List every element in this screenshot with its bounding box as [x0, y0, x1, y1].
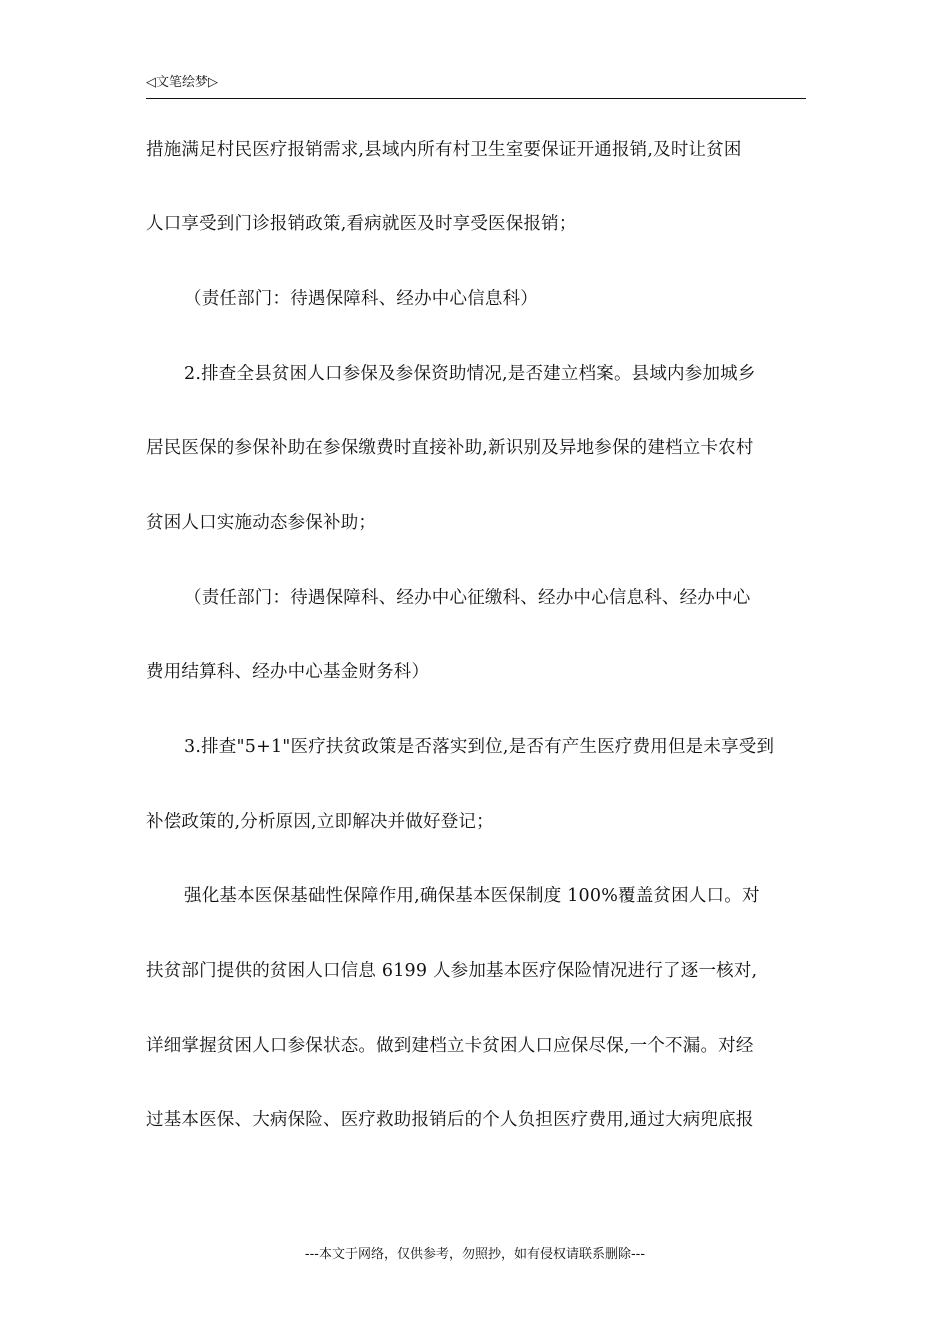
body-line-7: （责任部门：待遇保障科、经办中心征缴科、经办中心信息科、经办中心	[184, 588, 751, 608]
page-footer: ---本文于网络，仅供参考，勿照抄，如有侵权请联系删除---	[304, 1247, 646, 1262]
body-line-13: 详细掌握贫困人口参保状态。做到建档立卡贫困人口应保尽保,一个不漏。对经	[146, 1036, 754, 1056]
body-line-12: 扶贫部门提供的贫困人口信息 6199 人参加基本医疗保险情况进行了逐一核对,	[146, 961, 758, 981]
body-line-5: 居民医保的参保补助在参保缴费时直接补助,新识别及异地参保的建档立卡农村	[146, 438, 754, 458]
body-line-2: 人口享受到门诊报销政策,看病就医及时享受医保报销；	[146, 214, 577, 234]
body-line-6: 贫困人口实施动态参保补助；	[146, 513, 377, 533]
body-line-4: 2.排查全县贫困人口参保及参保资助情况,是否建立档案。县域内参加城乡	[184, 364, 756, 384]
body-line-9: 3.排查"5+1"医疗扶贫政策是否落实到位,是否有产生医疗费用但是未享受到	[184, 737, 775, 757]
body-line-3: （责任部门：待遇保障科、经办中心信息科）	[184, 289, 538, 309]
body-line-1: 措施满足村民医疗报销需求,县域内所有村卫生室要保证开通报销,及时让贫困	[146, 140, 742, 160]
header-title: ◁文笔绘梦▷	[146, 75, 218, 90]
page-header	[146, 72, 806, 99]
body-line-10: 补偿政策的,分析原因,立即解决并做好登记；	[146, 812, 494, 832]
body-line-14: 过基本医保、大病保险、医疗救助报销后的个人负担医疗费用,通过大病兜底报	[146, 1110, 754, 1130]
body-line-8: 费用结算科、经办中心基金财务科）	[146, 662, 430, 682]
body-line-11: 强化基本医保基础性保障作用,确保基本医保制度 100%覆盖贫困人口。对	[184, 886, 760, 906]
